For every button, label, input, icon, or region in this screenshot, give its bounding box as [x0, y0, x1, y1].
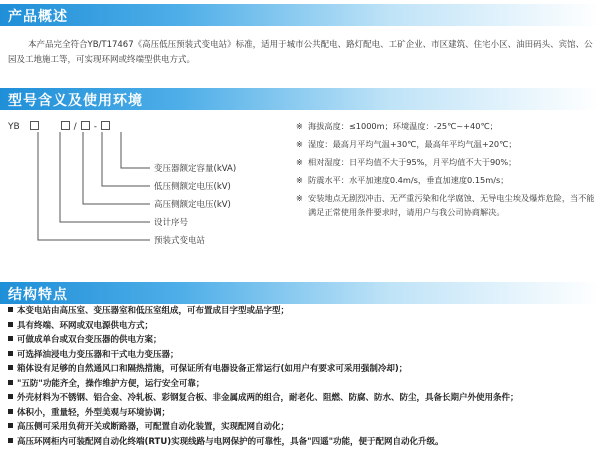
section-title: 结构特点 — [8, 287, 68, 303]
connector-line — [60, 132, 150, 222]
note-mark: ※ — [296, 157, 303, 167]
code-label: 预装式变电站 — [154, 236, 206, 246]
note-item: ※ 海拔高度：≤1000m；环境温度：-25℃~+40℃； — [296, 121, 498, 131]
environment-notes — [296, 119, 596, 223]
note-item: ※ 安装地点无剧烈冲击、无严重污染和化学腐蚀、无导电尘埃及爆炸危险，当不能满足正常使用条件要求时，请用户与我公司协商解决。 — [296, 193, 595, 217]
feature-item: 体积小，重量轻，外型美观与环境协调； — [8, 406, 598, 421]
note-item: ※ 湿度：最高月平均气温+30℃，最高年平均气温+20℃； — [296, 139, 517, 149]
feature-item: 外壳材料为不锈钢、铝合金、冷轧板、彩钢复合板、非金属成两的组合，耐老化、阻燃、防腐、防水、防尘，具备长期户外使用条件； — [8, 391, 598, 406]
connector-line — [121, 132, 150, 168]
feature-item: 高压侧可采用负荷开关或断路器，可配置自动化装置，实现配网自动化； — [8, 420, 598, 435]
model-code-diagram — [0, 0, 300, 260]
bullet-icon — [8, 423, 13, 428]
code-label: 设计序号 — [154, 218, 189, 228]
code-separator: - — [93, 122, 97, 132]
note-mark: ※ — [296, 193, 303, 203]
code-label: 变压器额定容量(kVA) — [154, 164, 237, 174]
feature-item: "五防"功能齐全，操作维护方便，运行安全可靠； — [8, 377, 598, 392]
code-separator: / — [73, 122, 77, 132]
note-mark: ※ — [296, 175, 303, 185]
bullet-icon — [8, 438, 13, 443]
bullet-icon — [8, 394, 13, 399]
feature-item: 高压环网柜内可装配网自动化终端(RTU)实现线路与电网保护的可靠性，具备"四遥"功能，便于配网自动化升级。 — [8, 435, 598, 450]
bullet-icon — [8, 380, 13, 385]
section-title: 产品概述 — [8, 9, 68, 25]
bullet-icon — [8, 409, 13, 414]
bullet-icon — [8, 322, 13, 327]
bullet-icon — [8, 365, 13, 370]
model-prefix: YB — [8, 122, 20, 132]
note-mark: ※ — [296, 139, 303, 149]
feature-item: 可选择油浸电力变压器和干式电力变压器； — [8, 348, 598, 363]
bullet-icon — [8, 307, 13, 312]
bullet-icon — [8, 336, 13, 341]
note-mark: ※ — [296, 121, 303, 131]
feature-list — [8, 304, 598, 449]
connector-line — [102, 132, 150, 186]
bullet-icon — [8, 351, 13, 356]
code-label: 低压侧额定电压(kV) — [154, 182, 231, 192]
feature-item: 箱体设有足够的自然通风口和隔热措施，可保证所有电器设备正常运行(如用户有要求可采用强制冷却)； — [8, 362, 598, 377]
note-item: ※ 防震水平：水平加速度0.4m/s，垂直加速度0.15m/s； — [296, 175, 509, 185]
feature-item: 具有终端、环网或双电源供电方式； — [8, 319, 598, 334]
overview-paragraph: 本产品完全符合YB/T17467《高压低压预装式变电站》标准，适用于城市公共配电、路灯配电、工矿企业、市区建筑、住宅小区、油田码头、宾馆、公园及工地施工等，可实现环网或终端型供电方式。 — [8, 40, 593, 65]
note-item: ※ 相对湿度：日平均值不大于95%，月平均值不大于90%； — [296, 157, 517, 167]
code-label: 高压侧额定电压(kV) — [154, 200, 231, 210]
section-title: 型号含义及使用环境 — [8, 93, 143, 109]
section-header-structure — [0, 282, 600, 304]
feature-item: 可做成单台或双台变压器的供电方案； — [8, 333, 598, 348]
feature-item: 本变电站由高压室、变压器室和低压室组成，可布置成目字型或品字型； — [8, 304, 598, 319]
